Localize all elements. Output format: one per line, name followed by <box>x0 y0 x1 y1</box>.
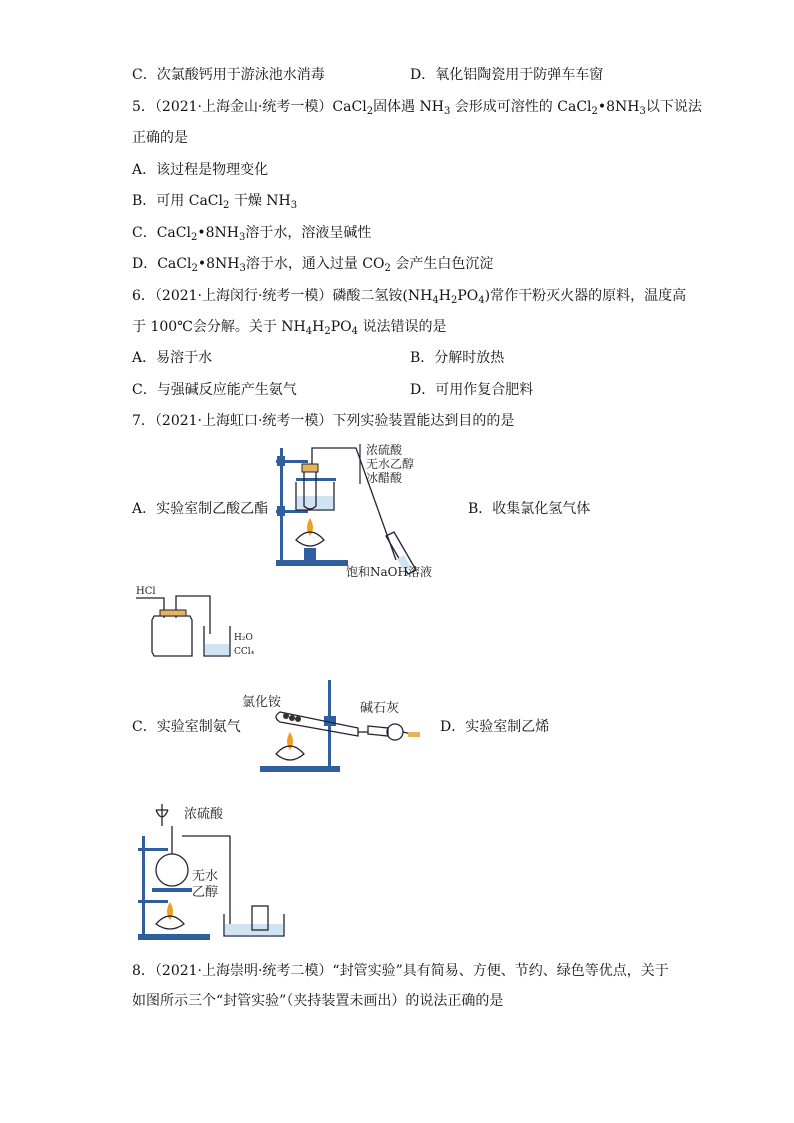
q5-option-b: B．可用 CaCl$_2$ 干燥 $NH_3$ <box>132 193 298 211</box>
figure-d-ethylene-apparatus <box>134 796 294 946</box>
q5-option-c: C．$CaCl_2•8NH_3$溶于水，溶液呈碱性 <box>132 225 372 243</box>
figure-a-label-naoh: 饱和NaOH溶液 <box>346 565 432 579</box>
q6-option-d: D．可用作复合肥料 <box>410 382 534 398</box>
q7-option-b: B．收集氯化氢气体 <box>468 501 591 517</box>
q6-stem-line1: 6．（2021·上海闵行·统考一模）磷酸二氢铵$(NH_4H_2PO_4)$常作干粉灭火器的原料，温度高 <box>132 288 687 306</box>
q6-option-c: C．与强碱反应能产生氨气 <box>132 382 297 398</box>
figure-c-ammonia-apparatus <box>240 676 435 776</box>
figure-b-label-ccl4: CCl₄ <box>234 647 255 657</box>
q7-stem: 7．（2021·上海虹口·统考一模）下列实验装置能达到目的的是 <box>132 413 515 429</box>
q7-option-c: C．实验室制氨气 <box>132 719 241 735</box>
figure-b-hcl-collection <box>134 582 274 662</box>
q6-option-b: B．分解时放热 <box>410 350 505 366</box>
figure-d-label-acid: 浓硫酸 <box>184 807 224 822</box>
q4-option-d: D．氧化铝陶瓷用于防弹车车窗 <box>410 67 604 83</box>
q5-stem-line1: 5．（2021·上海金山·统考一模）CaCl$_2$固体遇 $NH_3$ 会形成可溶性的 $CaCl_2•8NH_3$以下说法 <box>132 99 702 117</box>
figure-a-ester-apparatus <box>268 440 468 580</box>
q8-stem-line2: 如图所示三个“封管实验”（夹持装置未画出）的说法正确的是 <box>132 993 504 1009</box>
figure-d-label-anhydrous: 无水 <box>192 869 219 884</box>
figure-d-label-ethanol: 乙醇 <box>192 885 219 900</box>
figure-b-label-hcl: HCl <box>136 586 156 597</box>
q8-stem-line1: 8．（2021·上海崇明·统考二模）“封管实验”具有简易、方便、节约、绿色等优点，关于 <box>132 963 669 979</box>
q7-option-a: A．实验室制乙酸乙酯 <box>132 501 269 517</box>
figure-c-label-nh4cl: 氯化铵 <box>242 695 282 710</box>
q5-option-a: A．该过程是物理变化 <box>132 162 269 178</box>
figure-b-label-water: H₂O <box>234 633 253 643</box>
figure-a-label-ethanol: 无水乙醇 <box>366 457 415 471</box>
figure-a-label-acetic: 冰醋酸 <box>366 471 403 485</box>
q5-option-d: D．$CaCl_2•8NH_3$溶于水，通入过量 $CO_2$ 会产生白色沉淀 <box>132 256 494 274</box>
q4-option-c: C．次氯酸钙用于游泳池水消毒 <box>132 67 325 83</box>
q5-stem-line2: 正确的是 <box>132 130 188 146</box>
q6-option-a: A．易溶于水 <box>132 350 213 366</box>
figure-a-label-acid: 浓硫酸 <box>366 443 403 457</box>
q7-option-d: D．实验室制乙烯 <box>440 719 550 735</box>
q6-stem-line2: 于 100℃会分解。关于 $NH_4H_2PO_4$ 说法错误的是 <box>132 319 447 337</box>
figure-c-label-sodalime: 碱石灰 <box>360 701 400 716</box>
